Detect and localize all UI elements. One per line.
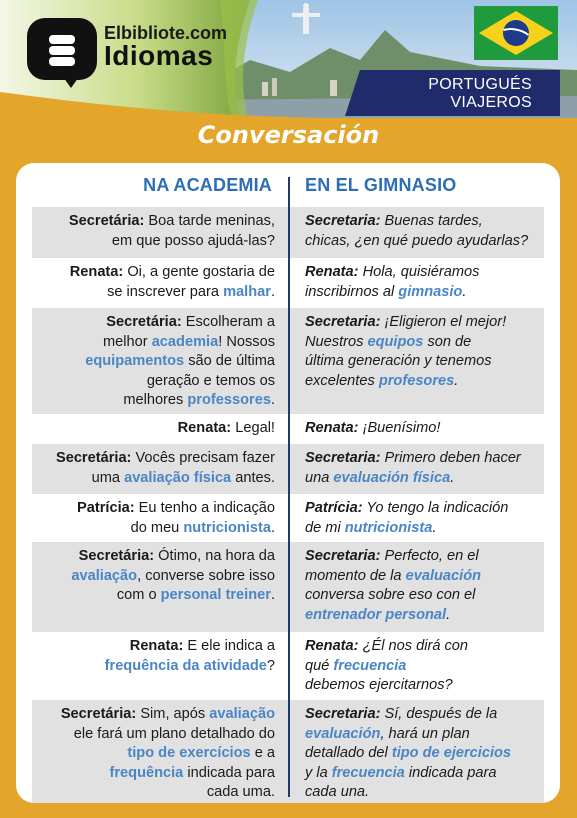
speaker-name: Renata:	[69, 264, 124, 280]
dialogue-text: Oi, a gente gostaria de	[123, 264, 275, 280]
dialogue-text: Legal!	[231, 420, 275, 436]
vocabulary-keyword: nutricionista	[344, 519, 433, 536]
dialogue-text: se inscrever para	[107, 283, 224, 300]
speaker-name: Secretaria:	[305, 314, 381, 330]
dialogue-text: ¿Él nos dirá con	[358, 638, 469, 654]
dialogue-text: Sí, después de la	[380, 706, 498, 722]
portuguese-line	[32, 414, 275, 439]
vocabulary-keyword: tipo de ejercicios	[391, 745, 512, 762]
dialogue-text: última generación y tenemos	[305, 353, 492, 370]
vocabulary-keyword: evaluación física	[333, 469, 451, 486]
dialogue-text: .	[454, 372, 459, 389]
speaker-name: Patrícia:	[77, 500, 135, 516]
page-title: Conversación	[197, 121, 380, 149]
dialogue-text: Perfecto, en el	[380, 548, 479, 564]
speaker-name: Renata:	[177, 420, 232, 436]
vocabulary-keyword: personal treiner	[160, 587, 271, 604]
spanish-line	[305, 207, 544, 251]
vocabulary-keyword: evaluación	[305, 725, 381, 742]
dialogue-text: detallado del	[305, 745, 392, 762]
dialogue-text: , converse sobre isso	[137, 567, 275, 584]
dialogue-text: .	[432, 519, 437, 536]
dialogue-text: .	[270, 283, 275, 300]
vocabulary-keyword: frequência da atividade	[104, 657, 267, 674]
dialogue-text: momento de la	[305, 567, 406, 584]
speaker-name: Secretaria:	[305, 548, 381, 564]
course-badge	[348, 70, 558, 114]
vocabulary-keyword: gimnasio	[398, 283, 463, 300]
dialogue-text: melhor	[103, 333, 152, 350]
dialogue-text: excelentes	[305, 372, 379, 389]
logo-icon	[27, 18, 97, 80]
badge-level: VIAJEROS	[450, 94, 532, 111]
spanish-line	[305, 700, 544, 803]
spanish-line	[305, 258, 544, 302]
dialogue-text: Boa tarde meninas,	[144, 213, 275, 229]
dialogue-text: debemos ejercitarnos?	[305, 677, 453, 694]
dialogue-text: Hola, quisiéramos	[358, 264, 480, 280]
dialogue-text: cada una.	[305, 784, 370, 801]
dialogue-text: .	[270, 587, 275, 604]
dialogue-text: ! Nossos	[218, 333, 275, 350]
speaker-name: Secretária:	[55, 450, 132, 466]
speaker-name: Secretária:	[68, 213, 145, 229]
dialogue-text: , hará un plan	[380, 725, 470, 742]
dialogue-text: ¡Eligieron el mejor!	[380, 314, 507, 330]
portuguese-column-header: NA ACADEMIA	[143, 175, 272, 195]
vocabulary-keyword: tipo de exercícios	[127, 745, 251, 762]
dialogue-text: cada uma.	[206, 784, 275, 801]
column-divider	[288, 177, 290, 797]
dialogue-text: são de última	[184, 353, 275, 370]
spanish-line	[305, 414, 544, 439]
dialogue-text: uma	[91, 469, 125, 486]
dialogue-text: Sim, após	[136, 706, 210, 722]
vocabulary-keyword: academia	[151, 333, 219, 350]
speaker-name: Secretária:	[60, 706, 137, 722]
dialogue-text: ele fará um plano detalhado do	[73, 725, 275, 742]
speaker-name: Secretaria:	[305, 450, 381, 466]
dialogue-text: qué	[305, 657, 334, 674]
logo-main-text: Idiomas	[104, 40, 214, 71]
portuguese-line	[32, 308, 275, 411]
dialogue-text: de mi	[305, 519, 345, 536]
vocabulary-keyword: avaliação física	[124, 469, 232, 486]
dialogue-text: E ele indica a	[183, 638, 275, 654]
conversation-card	[16, 163, 560, 803]
spanish-line	[305, 542, 544, 625]
vocabulary-keyword: equipos	[367, 333, 424, 350]
vocabulary-keyword: entrenador personal	[305, 606, 447, 623]
speaker-name: Renata:	[129, 638, 184, 654]
dialogue-text: .	[450, 469, 455, 486]
dialogue-text: em que posso ajudá-las?	[111, 232, 275, 249]
portuguese-line	[32, 542, 275, 606]
dialogue-text: Buenas tardes,	[380, 213, 483, 229]
dialogue-text: melhores	[123, 392, 188, 409]
vocabulary-keyword: frecuencia	[331, 764, 405, 781]
vocabulary-keyword: frecuencia	[333, 657, 407, 674]
dialogue-text: Nuestros	[305, 333, 368, 350]
speaker-name: Renata:	[305, 638, 359, 654]
vocabulary-keyword: nutricionista	[183, 519, 271, 536]
dialogue-text: indicada para	[404, 764, 497, 781]
vocabulary-keyword: avaliação	[209, 706, 275, 722]
dialogue-text: Primero deben hacer	[380, 450, 521, 466]
portuguese-line	[32, 207, 275, 251]
vocabulary-keyword: equipamentos	[85, 353, 185, 370]
dialogue-text: com o	[116, 587, 161, 604]
dialogue-text: Yo tengo la indicación	[362, 500, 509, 516]
logo-small-text: Elbibliote.com	[104, 23, 228, 43]
speaker-name: Secretária:	[106, 314, 182, 330]
portuguese-line	[32, 494, 275, 538]
dialogue-text: ?	[266, 657, 275, 674]
spanish-line	[305, 632, 544, 696]
portuguese-line	[32, 258, 275, 302]
speaker-name: Renata:	[305, 420, 359, 436]
brazil-flag-icon	[474, 6, 558, 60]
speaker-name: Patrícia:	[305, 500, 363, 516]
dialogue-text: e a	[250, 745, 275, 762]
spanish-line	[305, 494, 544, 538]
vocabulary-keyword: profesores	[378, 372, 455, 389]
vocabulary-keyword: avaliação	[71, 567, 138, 584]
dialogue-text: Vocês precisam fazer	[131, 450, 275, 466]
header-banner	[0, 0, 577, 118]
dialogue-text: .	[270, 392, 275, 409]
dialogue-text: inscribirnos al	[305, 283, 399, 300]
speaker-name: Secretária:	[78, 548, 155, 564]
dialogue-text: y la	[305, 764, 332, 781]
vocabulary-keyword: frequência	[109, 764, 184, 781]
spanish-line	[305, 444, 544, 488]
spanish-line	[305, 308, 544, 391]
dialogue-text: son de	[423, 333, 472, 350]
spanish-column-header: EN EL GIMNASIO	[305, 175, 457, 195]
vocabulary-keyword: evaluación	[405, 567, 482, 584]
dialogue-text: conversa sobre eso con el	[305, 587, 476, 604]
dialogue-text: .	[270, 519, 275, 536]
speaker-name: Secretaria:	[305, 706, 381, 722]
speaker-name: Secretaria:	[305, 213, 381, 229]
dialogue-text: Escolheram a	[181, 314, 275, 330]
dialogue-text: antes.	[231, 469, 275, 486]
dialogue-text: Ótimo, na hora da	[154, 548, 275, 564]
vocabulary-keyword: malhar	[223, 283, 271, 300]
portuguese-line	[32, 700, 275, 803]
dialogue-text: do meu	[130, 519, 184, 536]
dialogue-text: .	[462, 283, 467, 300]
portuguese-line	[32, 444, 275, 488]
dialogue-text: una	[305, 469, 334, 486]
dialogue-text: indicada para	[183, 764, 275, 781]
dialogue-text: ¡Buenísimo!	[358, 420, 441, 436]
vocabulary-keyword: professores	[187, 392, 271, 409]
badge-language: PORTUGUÉS	[428, 76, 532, 93]
dialogue-text: chicas, ¿en qué puedo ayudarlas?	[305, 232, 529, 249]
dialogue-text: .	[446, 606, 451, 623]
speaker-name: Renata:	[305, 264, 359, 280]
dialogue-text: geração e temos os	[146, 372, 275, 389]
portuguese-line	[32, 632, 275, 676]
dialogue-text: Eu tenho a indicação	[134, 500, 275, 516]
